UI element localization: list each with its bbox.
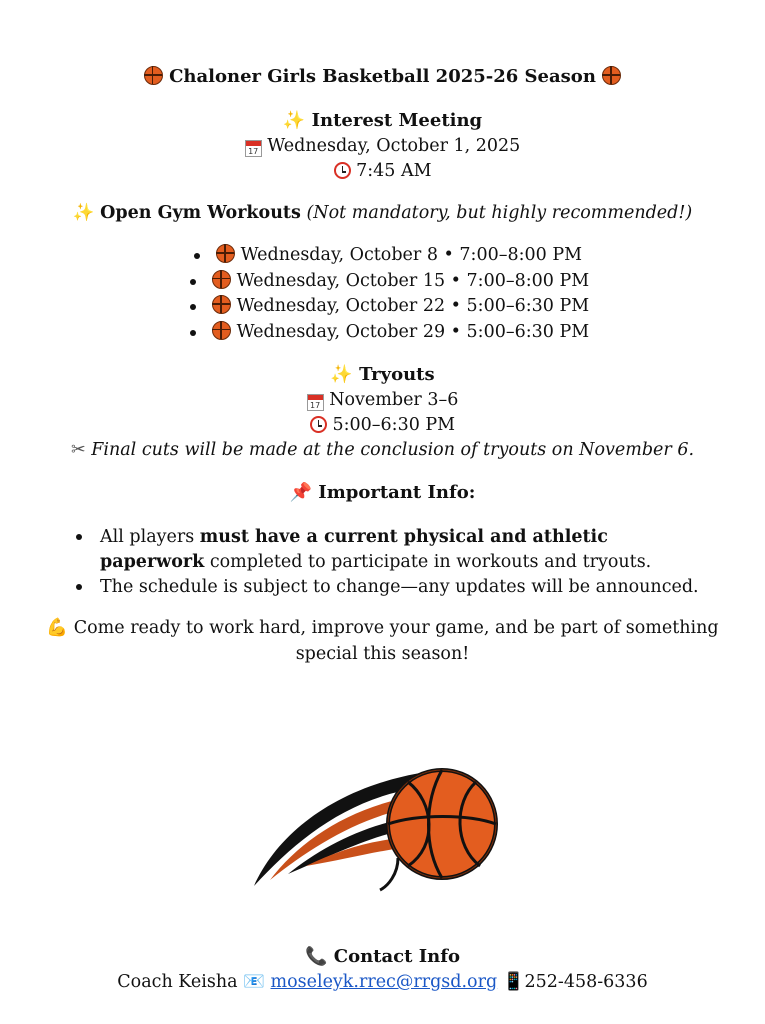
open-gym-heading: ✨ Open Gym Workouts (Not mandatory, but highly recommended!) [72,203,693,223]
tryouts-dates: 17 November 3–6 [0,390,765,411]
alarm-clock-icon [310,416,327,433]
bullet-dot [190,330,196,336]
basketball-ball [388,770,496,878]
email-link[interactable]: moseleyk.rrec@rrgsd.org [270,972,498,992]
tryouts-cuts-note: ✂ Final cuts will be made at the conclusion of tryouts on November 6. [70,440,695,460]
sparkles-icon: ✨ [282,110,306,131]
pushpin-icon: 📌 [289,482,313,503]
tryouts-time: 5:00–6:30 PM [0,415,765,435]
bullet-dot [194,253,200,259]
important-heading: 📌 Important Info: [289,482,476,503]
interest-date: 17 Wednesday, October 1, 2025 [0,136,765,157]
list-item: All players must have a current physical and athletic paperwork completed to participate in workouts and tryouts. [80,525,720,575]
scissors-icon: ✂ [70,440,86,460]
page-title: Chaloner Girls Basketball 2025-26 Season [0,66,765,87]
bullet-dot [190,279,196,285]
alarm-clock-icon [334,162,351,179]
basketball-icon [216,244,235,263]
bullet-dot [76,534,82,540]
closing-line-2: special this season! [295,644,470,664]
flexed-biceps-icon: 💪 [46,618,69,638]
bullet-dot [190,304,196,310]
tryouts-heading: ✨ Tryouts [330,364,435,385]
calendar-icon: 17 [245,140,262,157]
basketball-icon [602,66,621,85]
contact-heading: 📞 Contact Info [305,946,460,967]
email-icon: 📧 [243,972,265,992]
contact-line: Coach Keisha 📧 moseleyk.rrec@rrgsd.org 📱252-458-6336 [117,972,648,992]
basketball-icon [212,295,231,314]
sparkles-icon: ✨ [330,364,353,385]
list-item: The schedule is subject to change—any updates will be announced. [80,575,720,600]
bullet-dot [76,584,82,590]
flyer-page: Chaloner Girls Basketball 2025-26 Season ✨ Interest Meeting 17 Wednesday, October 1, 2025 7:45 AM ✨ Open Gym Workouts (Not mandatory, but highly recommended!) Wednesday, October 8 • 7:00–8:00 PM Wednesday, October 15 • 7:00–8:00 PM Wednesday, October 22 • 5:00–6:30 PM Wednesday, October 29 • 5:00–6:30 PM ✨ Tryouts 17 November 3–6 5:00–6:30 PM ✂ Final cuts will be made at the conclusion of tryouts on November 6. 📌 Important Info: All players must have a current physical and athletic paperwork completed to participate in workouts and tryouts. The schedule is subject to change—any updates will be announced. 💪 Come ready to work hard, improve your game, and be part of something special this season! 📞 Contact Info Coach Keisha 📧 moseleyk.rrec@rrgsd.org 📱252-458-6336 [0,0,765,1024]
basketball-icon [212,270,231,289]
ball-edge [380,858,398,890]
calendar-icon: 17 [307,394,324,411]
mobile-phone-icon: 📱 [502,972,525,992]
closing-line-1: 💪 Come ready to work hard, improve your game, and be part of something [46,618,719,638]
basketball-icon [212,321,231,340]
telephone-icon: 📞 [305,946,328,967]
important-list [80,525,720,600]
interest-time: 7:45 AM [0,161,765,181]
phone-number[interactable]: 252-458-6336 [524,972,648,992]
sparkles-icon: ✨ [72,203,95,223]
basketball-icon [144,66,163,85]
basketball-graphic [248,762,500,892]
interest-heading: ✨ Interest Meeting [282,110,483,131]
